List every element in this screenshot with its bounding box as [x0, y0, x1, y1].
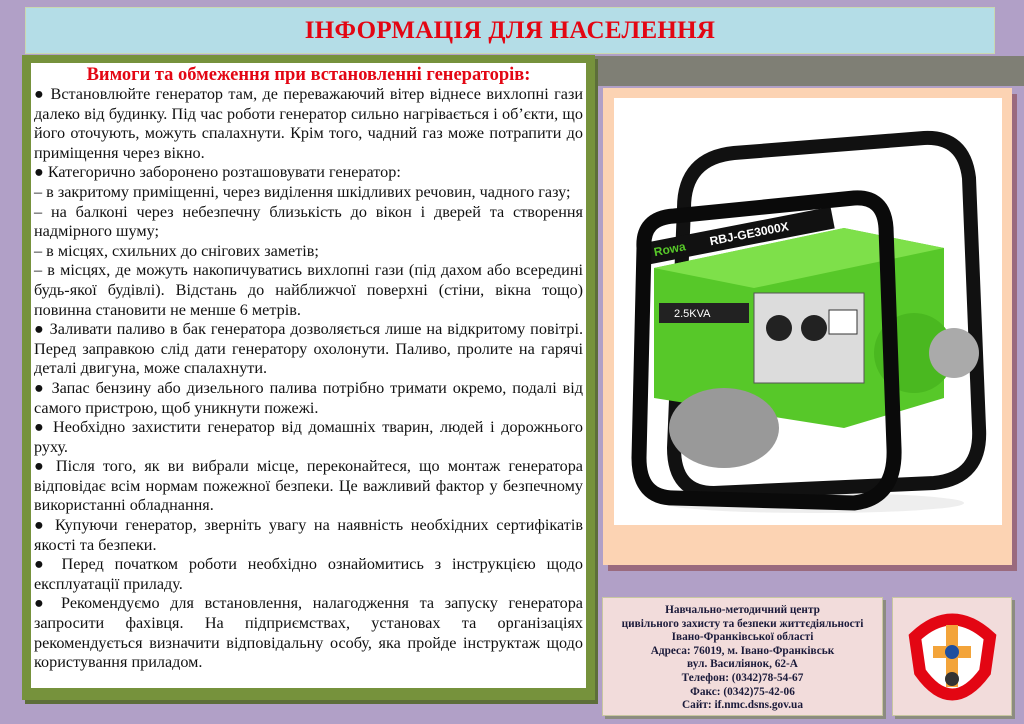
section-heading: Вимоги та обмеження при встановленні генераторів:: [86, 65, 531, 85]
paragraph: – на балконі через небезпечну близькість до вікон і дверей та створення надмірного шуму;: [34, 202, 583, 241]
org-name: цивільного захисту та безпеки життєдіяльності: [621, 617, 864, 630]
paragraph: ● Встановлюйте генератор там, де переважаючий вітер віднесе вихлопні гази далеко від будинку. Під час роботи генератор сильно нагрівається і об’єкти, що його оточують, можуть спалахнути. Крім того, чадний газ може потрапити до приміщення через вікно.: [34, 85, 583, 162]
decorative-band: [595, 56, 1024, 86]
emblem-logo: [905, 607, 1000, 707]
paragraph: ● Категорично заборонено розташовувати генератор:: [34, 163, 401, 182]
photo-frame: [603, 88, 1012, 565]
requirements-panel: [22, 55, 595, 700]
requirements-text: [31, 63, 586, 688]
page-title: ІНФОРМАЦІЯ ДЛЯ НАСЕЛЕННЯ: [304, 16, 716, 44]
org-name: Навчально-методичний центр: [665, 604, 820, 616]
fax: Факс: (0342)75-42-06: [690, 685, 795, 698]
website: Сайт: if.nmc.dsns.gov.ua: [682, 699, 803, 712]
model-label: RBJ-GE3000X: [708, 219, 790, 249]
paragraph: – в закритому приміщенні, через виділення шкідливих речовин, чадного газу;: [34, 182, 571, 201]
paragraph: ● Рекомендуємо для встановлення, налагодження та запуску генератора запросити фахівця. На підприємствах, установах та організаціях рекомендується визначити відповідальну особу, яка пройде інструктаж щодо користування приладом.: [34, 594, 583, 672]
paragraph: ● Перед початком роботи необхідно ознайомитись з інструкцією щодо експлуатації приладу.: [34, 555, 583, 593]
org-region: Івано-Франківської області: [671, 631, 814, 644]
paragraph: ● Купуючи генератор, зверніть увагу на наявність необхідних сертифікатів якості та безпеки.: [34, 516, 583, 554]
paragraph: ● Заливати паливо в бак генератора дозволяється лише на відкритому повітрі. Перед заправкою слід дати генератору охолонути. Паливо, пролите на гарячі деталі двигуна, може спалахнути.: [34, 320, 583, 378]
paragraph: – в місцях, де можуть накопичуватись вихлопні гази (під дахом або всередині будь-якої будівлі). Відстань до найближчої поверхні (стіни, вікна тощо) повинна становити не менше 6 метрів.: [34, 261, 583, 319]
header-banner: [25, 7, 995, 54]
contact-info: [602, 597, 883, 716]
address: Адреса: 76019, м. Івано-Франківськ: [650, 644, 835, 657]
paragraph: ● Необхідно захистити генератор від домашніх тварин, людей і дорожнього руху.: [34, 418, 583, 456]
brand-label: Rowa: [652, 239, 687, 260]
generator-photo: [614, 98, 1002, 525]
phone: Телефон: (0342)78-54-67: [681, 671, 804, 684]
paragraph: – в місцях, схильних до снігових заметів;: [34, 241, 319, 260]
rating-label: 2.5KVA: [674, 308, 711, 320]
paragraph: ● Запас бензину або дизельного палива потрібно тримати окремо, подалі від самого пристрою, щоб уникнути пожежі.: [34, 378, 583, 417]
paragraph: ● Після того, як ви вибрали місце, переконайтеся, що монтаж генератора відповідає всім нормам пожежної безпеки. Це важливий фактор у безпечному використанні обладнання.: [34, 457, 583, 515]
generator-illustration: [614, 98, 1002, 525]
street: вул. Василіянок, 62-А: [687, 658, 798, 671]
logo-box: [892, 597, 1012, 716]
